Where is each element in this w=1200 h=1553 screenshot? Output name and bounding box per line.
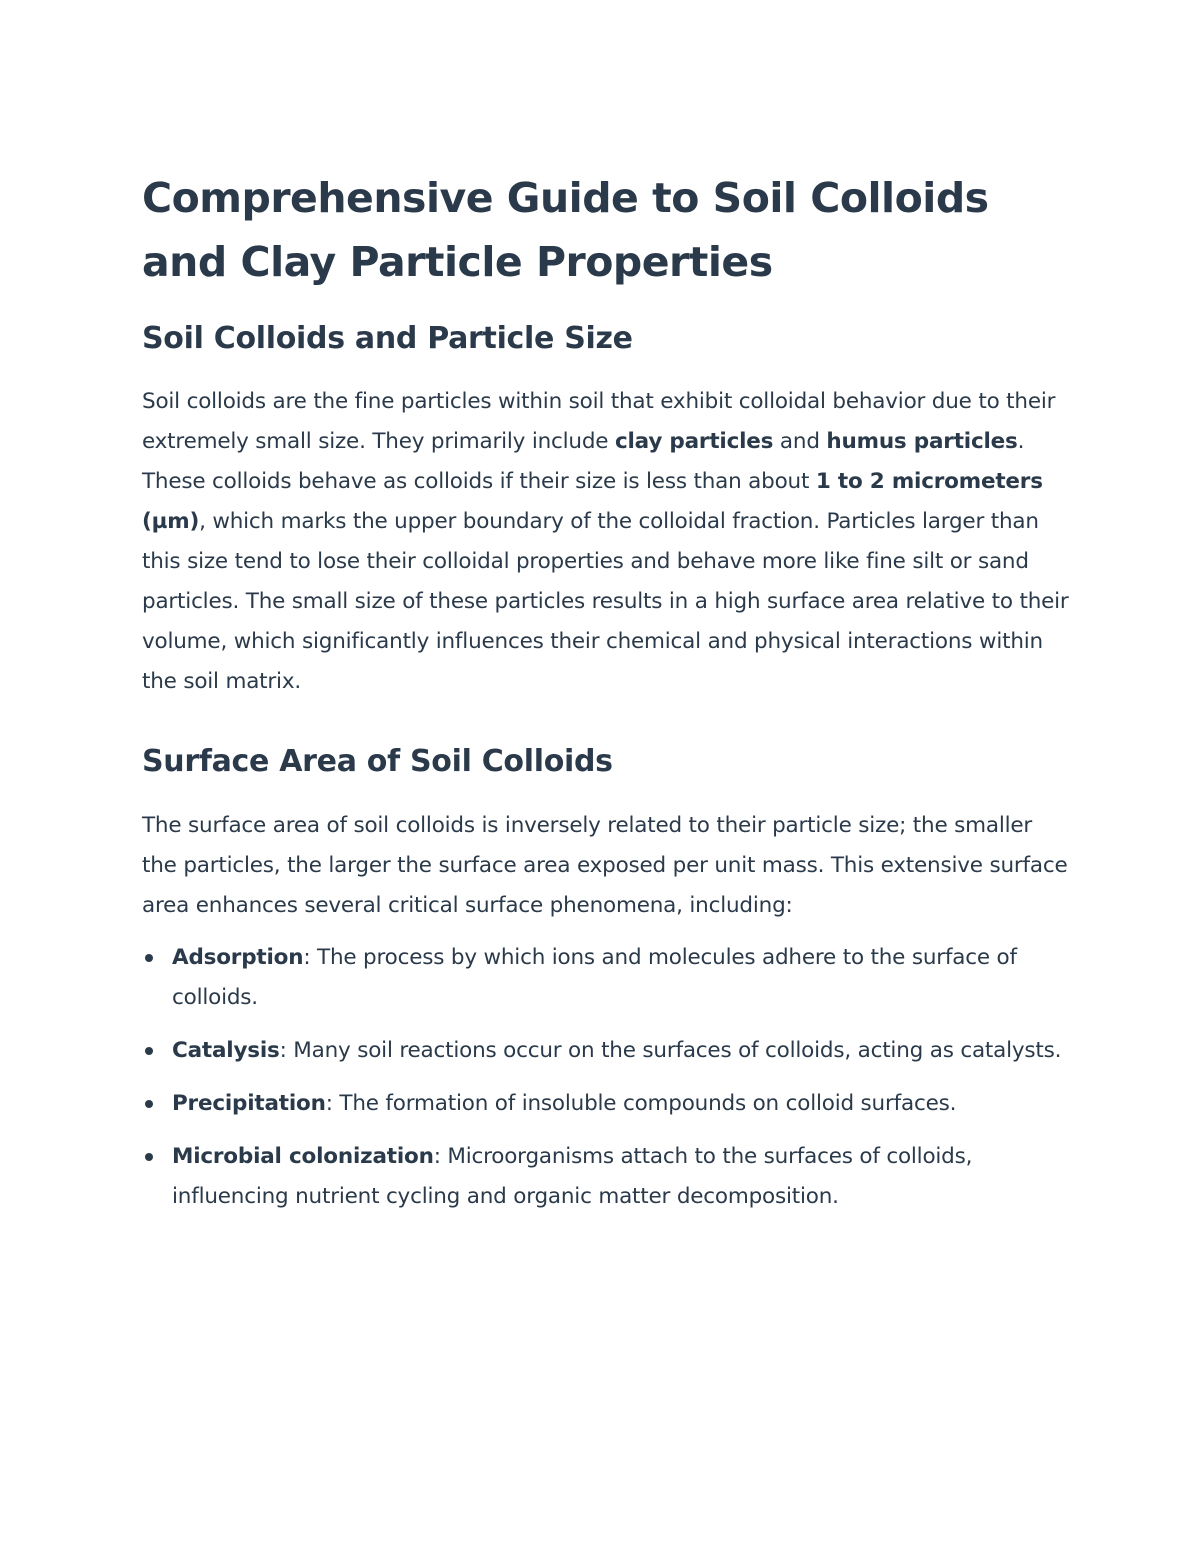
document-title: Comprehensive Guide to Soil Colloids and Clay Particle Properties (142, 174, 989, 286)
paragraph-text: , which marks the upper boundary of the colloidal fraction. Particles larger than this size tend to lose their colloidal properties and behave more like fine silt or sand particles. The small size of these particles results in a high surface area relative to their volume, which significantly influences their chemical and physical interactions within the soil matrix. (142, 509, 1069, 694)
list-item-text: : The formation of insoluble compounds on colloid surfaces. (325, 1091, 957, 1116)
bullet-icon (145, 1100, 153, 1108)
paragraph-text: Soil colloids are the fine particles within soil that exhibit colloidal behavior due to their extremely small size. They primarily include (142, 389, 1056, 454)
list-item-text: : The process by which ions and molecules adhere to the surface of colloids. (172, 945, 1017, 1010)
section-paragraph-particle-size (142, 382, 1072, 702)
bullet-icon (145, 954, 153, 962)
paragraph-text: and (773, 429, 827, 454)
paragraph-bold-term: clay particles (614, 429, 774, 454)
section-paragraph-surface-area: The surface area of soil colloids is inversely related to their particle size; the smaller the particles, the larger the surface area exposed per unit mass. This extensive surface area enhances several critical surface phenomena, including: (142, 813, 1068, 918)
list-item-term: Catalysis (172, 1038, 280, 1063)
list-item (142, 1137, 1072, 1217)
list-item-text: : Many soil reactions occur on the surfaces of colloids, acting as catalysts. (279, 1038, 1062, 1063)
bullet-icon (145, 1047, 153, 1055)
list-item-term: Adsorption (172, 945, 304, 970)
list-item-text: : Microorganisms attach to the surfaces of colloids, influencing nutrient cycling and organic matter decomposition. (172, 1144, 973, 1209)
list-item-term: Precipitation (172, 1091, 326, 1116)
section-heading-surface-area: Surface Area of Soil Colloids (142, 744, 613, 779)
list-item (142, 938, 1072, 1018)
section-heading-particle-size: Soil Colloids and Particle Size (142, 321, 633, 356)
paragraph-bold-term: 1 to 2 micrometers (µm) (142, 469, 1043, 534)
document-page (142, 166, 1072, 1230)
list-item-term: Microbial colonization (172, 1144, 434, 1169)
surface-phenomena-list (142, 938, 1072, 1217)
bullet-icon (145, 1153, 153, 1161)
list-item (142, 1084, 1072, 1124)
paragraph-bold-term: humus particles (826, 429, 1018, 454)
list-item (142, 1031, 1072, 1071)
paragraph-text: . These colloids behave as colloids if their size is less than about (142, 429, 1025, 494)
